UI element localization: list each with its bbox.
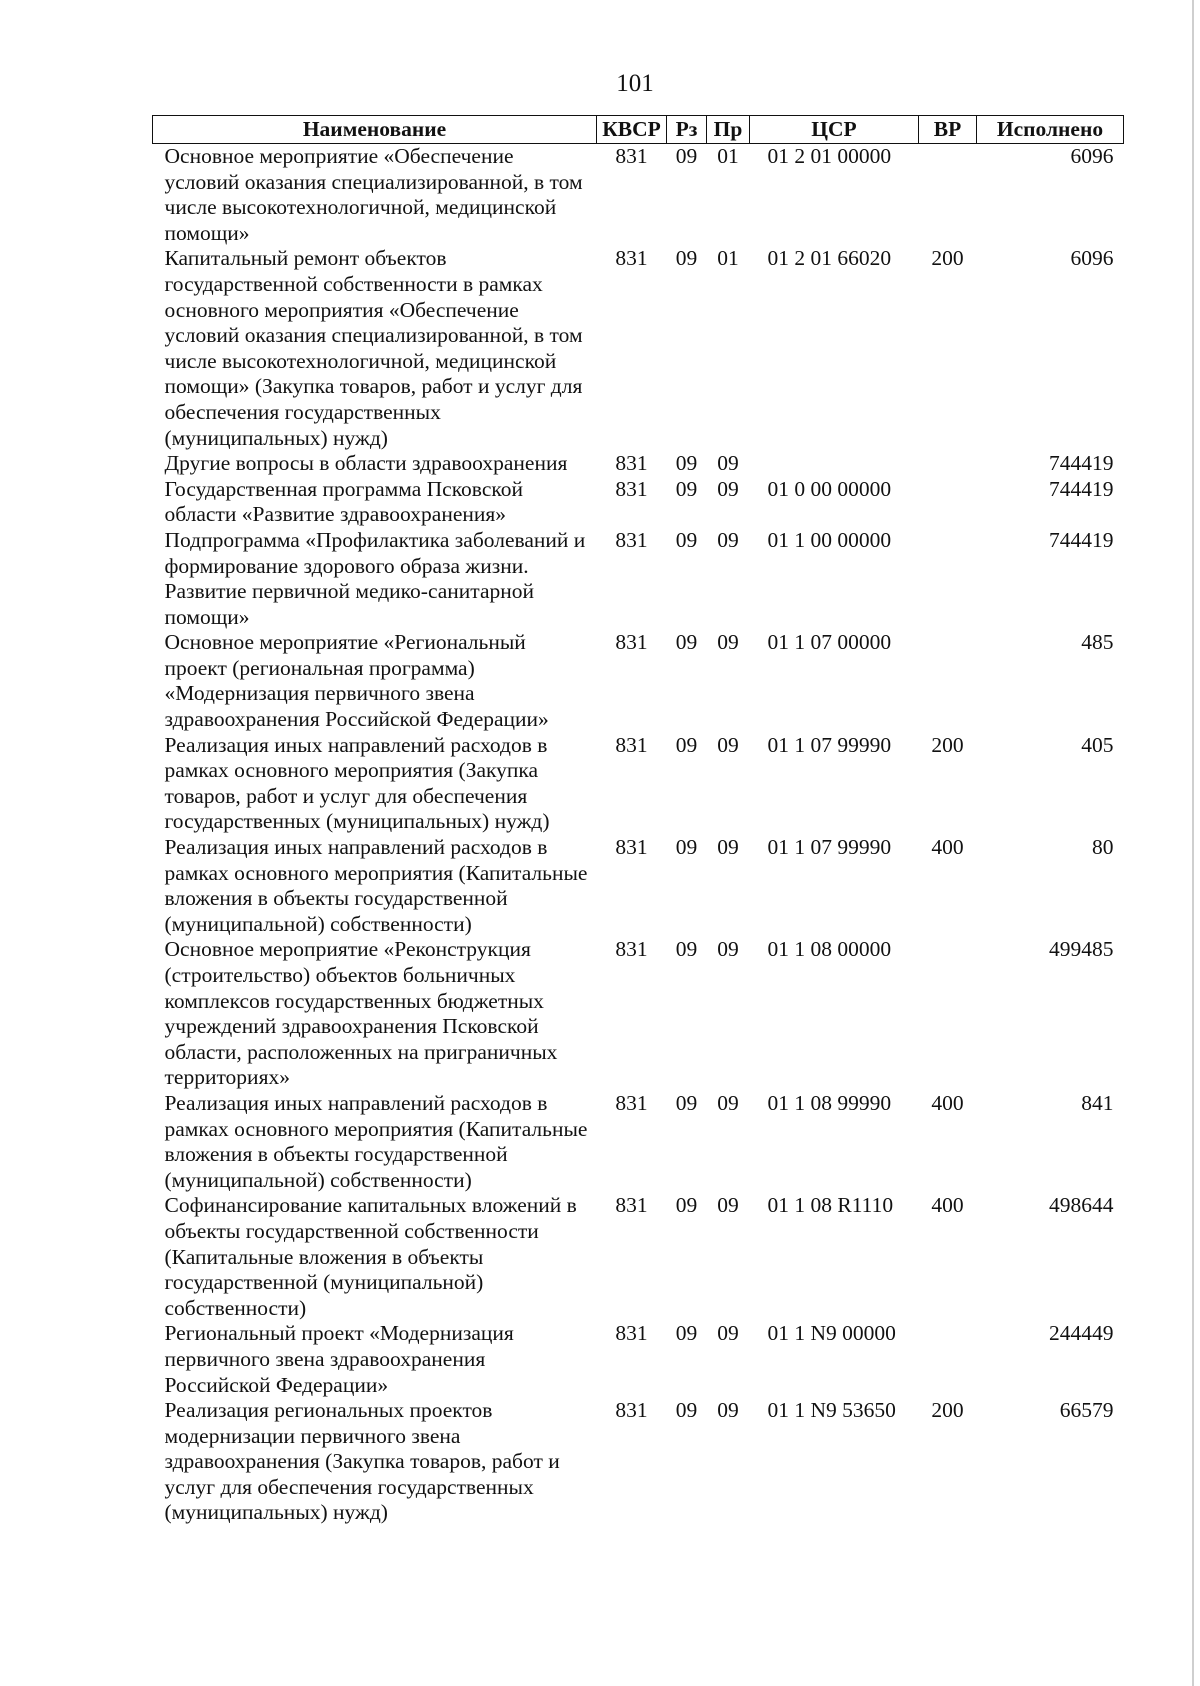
cell-name: Капитальный ремонт объектов государственной собственности в рамках основного мероприятия «Обеспечение условий оказания специализированной, в том числе высокотехнологичной, медицинской помощи» (Закупка товаров, работ и услуг для обеспечения государственных (муниципальных) нужд) [164,246,583,450]
cell-pr: 09 [717,937,739,962]
cell-vr [919,630,977,732]
table-header [153,116,1124,144]
cell-pr: 01 [717,144,739,168]
cell-done: 744419 [1049,527,1114,552]
cell-vr: 400 [931,1090,964,1115]
cell-kvsr: 831 [615,937,648,962]
cell-done: 485 [1081,630,1114,655]
cell-kvsr: 831 [615,1321,648,1346]
cell-pr: 09 [717,1193,739,1218]
cell-pr: 01 [717,246,739,271]
cell-csr: 01 1 08 00000 [767,937,892,962]
cell-rz: 09 [675,527,698,552]
cell-name: Софинансирование капитальных вложений в объекты государственной собственности (Капитальные вложения в объекты государственной (муниципальной) собственности) [164,1193,577,1320]
cell-rz: 09 [675,732,698,757]
cell-pr: 09 [717,835,739,860]
cell-rz: 09 [675,1090,698,1115]
table-row [153,477,1124,528]
cell-kvsr: 831 [615,835,648,860]
table-row [153,246,1124,451]
cell-kvsr: 831 [615,732,648,757]
cell-name: Реализация региональных проектов модернизации первичного звена здравоохранения (Закупка товаров, работ и услуг для обеспечения государственных (муниципальных) нужд) [164,1398,560,1525]
cell-csr: 01 1 07 99990 [767,732,892,757]
cell-kvsr: 831 [615,630,648,655]
cell-kvsr: 831 [615,144,648,168]
budget-table [152,115,1124,1526]
cell-rz: 09 [675,1193,698,1218]
cell-vr [919,451,977,477]
cell-done: 744419 [1049,451,1114,476]
cell-done: 744419 [1049,476,1114,501]
page-number: 101 [616,70,654,97]
cell-kvsr: 831 [615,246,648,271]
header-name: Наименование [153,116,597,144]
cell-vr [919,144,977,247]
cell-done: 6096 [1070,246,1114,271]
header-vr: ВР [919,116,977,144]
cell-done: 841 [1081,1090,1114,1115]
cell-done: 405 [1081,732,1114,757]
cell-pr: 09 [717,630,739,655]
cell-vr: 200 [931,1398,964,1423]
cell-kvsr: 831 [615,476,648,501]
table-body [153,144,1124,1527]
scan-edge-line [1192,0,1194,1686]
cell-vr [919,937,977,1091]
cell-kvsr: 831 [615,1398,648,1423]
table-row [153,733,1124,835]
cell-name: Основное мероприятие «Обеспечение условий оказания специализированной, в том числе высокотехнологичной, медицинской помощи» [164,144,583,245]
cell-csr: 01 0 00 00000 [767,476,892,501]
cell-vr: 200 [931,732,964,757]
cell-csr: 01 1 00 00000 [767,527,892,552]
cell-csr [750,451,919,477]
cell-done: 498644 [1049,1193,1114,1218]
cell-name: Основное мероприятие «Реконструкция (строительство) объектов больничных комплексов государственных бюджетных учреждений здравоохранения Псковской области, расположенных на приграничных территориях» [164,937,558,1090]
header-row [153,116,1124,144]
cell-pr: 09 [717,476,739,501]
cell-csr: 01 1 07 00000 [767,630,892,655]
cell-done: 80 [1092,835,1114,860]
cell-name: Реализация иных направлений расходов в рамках основного мероприятия (Капитальные вложения в объекты государственной (муниципальной) собственности) [164,1090,588,1192]
table-row [153,528,1124,630]
cell-pr: 09 [717,1321,739,1346]
cell-done: 66579 [1059,1398,1114,1423]
cell-pr: 09 [717,527,739,552]
cell-kvsr: 831 [615,1090,648,1115]
cell-name: Другие вопросы в области здравоохранения [164,451,568,476]
table-row [153,630,1124,732]
cell-kvsr: 831 [615,451,648,476]
cell-csr: 01 1 08 R1110 [767,1193,894,1218]
cell-pr: 09 [717,1398,739,1423]
cell-csr: 01 2 01 66020 [767,246,892,271]
cell-name: Основное мероприятие «Региональный проект (региональная программа) «Модернизация первичного звена здравоохранения Российской Федерации» [164,630,549,732]
cell-rz: 09 [675,630,698,655]
cell-rz: 09 [675,476,698,501]
cell-name: Региональный проект «Модернизация первичного звена здравоохранения Российской Федерации» [164,1321,514,1397]
cell-done: 499485 [1049,937,1114,962]
cell-csr: 01 1 08 99990 [767,1090,892,1115]
cell-pr: 09 [717,1090,739,1115]
cell-csr: 01 1 N9 53650 [767,1398,896,1423]
table-row [153,1193,1124,1321]
cell-name: Реализация иных направлений расходов в рамках основного мероприятия (Капитальные вложения в объекты государственной (муниципальной) собственности) [164,835,588,936]
cell-vr [919,528,977,630]
table-row [153,451,1124,477]
cell-rz: 09 [675,246,698,271]
table-row [153,1091,1124,1193]
cell-name: Реализация иных направлений расходов в рамках основного мероприятия (Закупка товаров, работ и услуг для обеспечения государственных (муниципальных) нужд) [164,732,550,834]
cell-name: Государственная программа Псковской области «Развитие здравоохранения» [164,476,523,527]
cell-rz: 09 [675,937,698,962]
header-pr: Пр [707,116,750,144]
cell-csr: 01 1 07 99990 [767,835,892,860]
cell-rz: 09 [675,451,698,476]
table-row [153,937,1124,1091]
cell-vr: 400 [931,1193,964,1218]
header-done: Исполнено [977,116,1124,144]
cell-pr: 09 [717,451,739,476]
cell-rz: 09 [675,835,698,860]
cell-kvsr: 831 [615,1193,648,1218]
cell-csr: 01 1 N9 00000 [767,1321,896,1346]
header-kvsr: КВСР [597,116,667,144]
cell-name: Подпрограмма «Профилактика заболеваний и формирование здорового образа жизни. Развитие первичной медико-санитарной помощи» [164,527,586,629]
cell-rz: 09 [675,1321,698,1346]
cell-rz: 09 [675,144,698,168]
cell-vr: 400 [931,835,964,860]
header-rz: Рз [667,116,707,144]
table-row [153,835,1124,937]
header-csr: ЦСР [750,116,919,144]
cell-rz: 09 [675,1398,698,1423]
table-row [153,1321,1124,1398]
cell-vr: 200 [931,246,964,271]
table-row [153,144,1124,247]
table-row [153,1398,1124,1526]
cell-done: 244449 [1049,1321,1114,1346]
cell-csr: 01 2 01 00000 [767,144,892,168]
cell-pr: 09 [717,732,739,757]
cell-kvsr: 831 [615,527,648,552]
cell-done: 6096 [1070,144,1114,168]
cell-vr [919,1321,977,1398]
cell-vr [919,477,977,528]
